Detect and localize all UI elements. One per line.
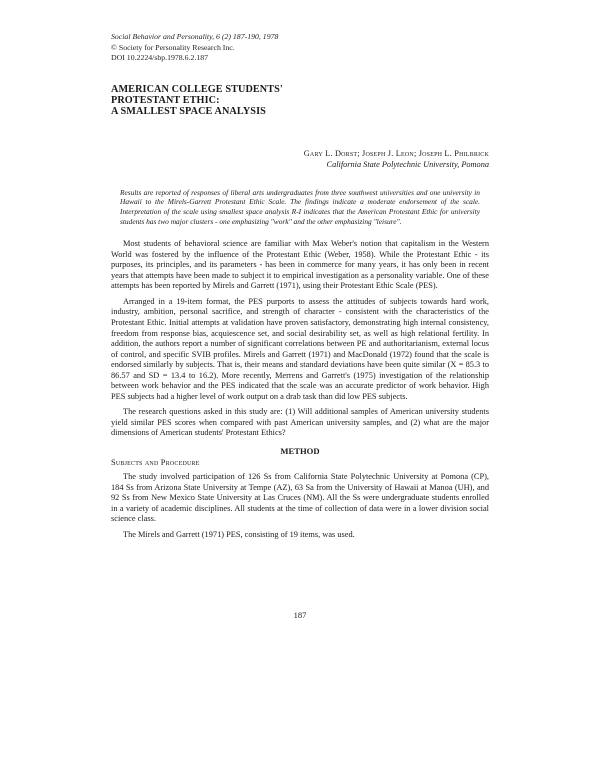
copyright-notice: © Society for Personality Research Inc.	[111, 42, 235, 52]
subsection-heading: Subjects and Procedure	[111, 457, 200, 467]
article-title	[111, 84, 489, 117]
section-heading-method: METHOD	[280, 445, 320, 456]
author-affiliation: California State Polytechnic University, Pomona	[326, 159, 489, 169]
body-paragraph: The research questions asked in this study are: (1) Will additional samples of American university students yield similar PES scores when compared with past American university samples, and (2) what are the major dimensions of American students' Protestant Ethics?	[111, 407, 489, 438]
journal-citation: Social Behavior and Personality, 6 (2) 187-190, 1978	[111, 32, 279, 41]
article-body	[111, 239, 489, 540]
abstract: Results are reported of responses of liberal arts undergraduates from three southwest universities and one university in Hawaii to the Mirels-Garrett Protestant Ethic Scale. The findings indicate a moderate endorsement of the scale. Interpretation of the scale using smallest space analysis R-I indicates that the American Protestant Ethic for university students has two major clusters - one emphasizing "work" and the other emphasizing "leisure".	[120, 187, 480, 227]
title-line: PROTESTANT ETHIC:	[111, 94, 220, 106]
body-paragraph: Most students of behavioral science are familiar with Max Weber's notion that capitalism in the Western World was fostered by the influence of the Protestant Ethic (Weber, 1958). While the Protestant Ethic - its purposes, its principles, and its parameters - has been in commerce for many years, it has only been in recent years that attempts have been made to subject it to empirical investigation as a personality variable. One of these attempts has been reported by Mirels and Garrett (1971), using their Protestant Ethic Scale (PES).	[111, 239, 489, 291]
article-page	[111, 32, 489, 620]
title-line: A SMALLEST SPACE ANALYSIS	[111, 105, 266, 117]
page-number: 187	[293, 610, 307, 620]
doi: DOI 10.2224/sbp.1978.6.2.187	[111, 53, 209, 62]
title-line: AMERICAN COLLEGE STUDENTS'	[111, 83, 283, 95]
journal-header	[111, 32, 489, 64]
body-paragraph: The study involved participation of 126 Ss from California State Polytechnic University at Pomona (CP), 184 Ss from Arizona State University at Tempe (AZ), 63 Sa from the University of Hawaii at Manoa (UH), and 92 Ss from New Mexico State University at Las Cruces (NM). All the Ss were undergraduate students enrolled in a variety of academic disciplines. All students at the time of collection of data were in a lower division social science class.	[111, 472, 489, 524]
body-paragraph: Arranged in a 19-item format, the PES purports to assess the attitudes of subjects towards hard work, industry, ambition, personal sacrifice, and strength of character - consistent with the characteristics of the Protestant Ethic. Initial attempts at validation have proven satisfactory, demonstrating high internal consistency, freedom from response bias, acquiescence set, and social desirability set, as well as high relational fertility. In addition, the authors report a number of significant correlations between PE and authoritarianism, external locus of control, and specific SVIB profiles. Mirels and Garrett (1971) and MacDonald (1972) found that the scale is endorsed similarly by subjects. That is, their means and standard deviations have been quite similar (X = 85.3 to 86.57 and SD = 13.4 to 16.2). More recently, Merrens and Garrett's (1975) investigation of the relationship between work behavior and the PES indicated that the scale was an accurate predictor of work behavior. High PES subjects had a higher level of work output on a drab task than did low PES subjects.	[111, 296, 489, 401]
author-block	[111, 148, 489, 170]
body-paragraph: The Mirels and Garrett (1971) PES, consisting of 19 items, was used.	[123, 529, 355, 539]
author-names: Gary L. Dorst; Joseph J. Leon; Joseph L. Philbrick	[303, 148, 489, 158]
